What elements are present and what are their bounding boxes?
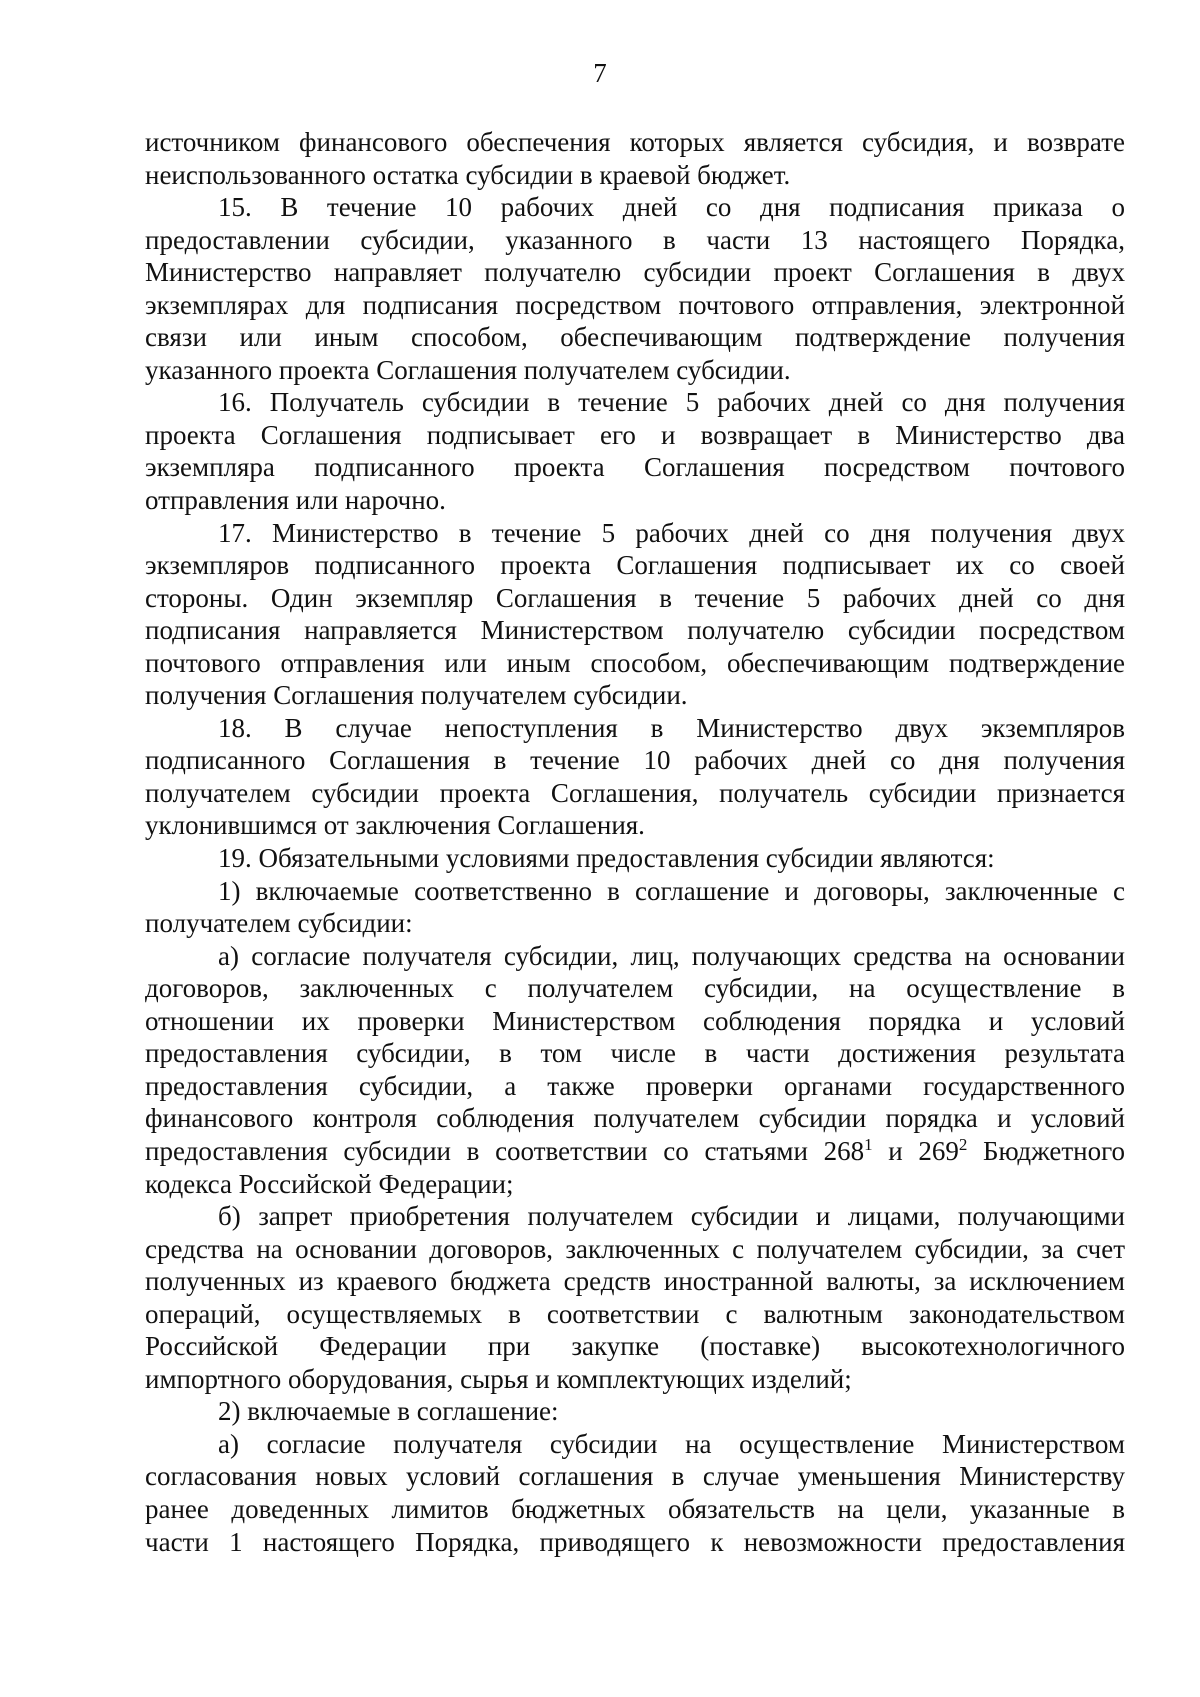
text-line: экземпляра подписанного проекта Соглашения посредством почтового <box>145 452 1125 483</box>
text-line: указанного проекта Соглашения получателем субсидии. <box>145 354 791 385</box>
text-line: 1) включаемые соответственно в соглашение и договоры, заключенные с <box>218 875 1125 906</box>
superscript: 2 <box>958 1134 968 1154</box>
text-line: получателем субсидии проекта Соглашения, получатель субсидии признается <box>145 777 1125 808</box>
text-line: источником финансового обеспечения которых является субсидия, и возврате <box>145 127 1125 157</box>
text-line: получателем субсидии: <box>145 908 413 939</box>
text-line: 2) включаемые в соглашение: <box>218 1396 559 1427</box>
text-line: отношении их проверки Министерством соблюдения порядка и условий <box>145 1005 1125 1036</box>
text-line: Российской Федерации при закупке (поставке) высокотехнологичного <box>145 1331 1125 1362</box>
text-line: Министерство направляет получателю субсидии проект Соглашения в двух <box>145 257 1125 288</box>
text-line: кодекса Российской Федерации; <box>145 1168 514 1199</box>
text-line: импортного оборудования, сырья и комплектующих изделий; <box>145 1363 852 1394</box>
text-line: экземплярах для подписания посредством почтового отправления, электронной <box>145 289 1125 320</box>
text-line: договоров, заключенных с получателем субсидии, на осуществление в <box>145 973 1125 1004</box>
text-line: средства на основании договоров, заключенных с получателем субсидии, за счет <box>145 1233 1125 1264</box>
text-line: 17. Министерство в течение 5 рабочих дней со дня получения двух <box>218 517 1125 548</box>
text-line: экземпляров подписанного проекта Соглашения подписывает их со своей <box>145 550 1125 581</box>
text-line: неиспользованного остатка субсидии в краевой бюджет. <box>145 159 791 190</box>
text-segment: предоставления субсидии в соответствии со статьями 268 <box>145 1135 865 1166</box>
text-line: связи или иным способом, обеспечивающим подтверждение получения <box>145 322 1125 353</box>
text-line: предоставления субсидии, в том числе в части достижения результата <box>145 1038 1125 1069</box>
text-line: полученных из краевого бюджета средств иностранной валюты, за исключением <box>145 1266 1125 1297</box>
text-line: уклонившимся от заключения Соглашения. <box>145 810 645 841</box>
text-line: 15. В течение 10 рабочих дней со дня подписания приказа о <box>218 192 1125 223</box>
page-number: 7 <box>593 58 607 88</box>
document-body <box>145 126 1125 1558</box>
text-line: почтового отправления или иным способом, обеспечивающим подтверждение <box>145 647 1125 678</box>
text-line: подписания направляется Министерством получателю субсидии посредством <box>145 615 1125 646</box>
text-line: ранее доведенных лимитов бюджетных обязательств на цели, указанные в <box>145 1493 1125 1524</box>
text-line: получения Соглашения получателем субсидии. <box>145 680 688 711</box>
text-line: 16. Получатель субсидии в течение 5 рабочих дней со дня получения <box>218 387 1125 418</box>
text-segment: и 269 <box>872 1135 959 1166</box>
text-line: предоставления субсидии, а также проверки органами государственного <box>145 1070 1125 1101</box>
text-line: 18. В случае непоступления в Министерство двух экземпляров <box>218 712 1125 743</box>
text-line: а) согласие получателя субсидии, лиц, получающих средства на основании <box>218 940 1125 971</box>
text-line: предоставлении субсидии, указанного в части 13 настоящего Порядка, <box>145 224 1125 255</box>
text-line: части 1 настоящего Порядка, приводящего к невозможности предоставления <box>145 1526 1125 1557</box>
superscript: 1 <box>864 1134 873 1154</box>
text-line: отправления или нарочно. <box>145 485 446 516</box>
text-line <box>145 1135 1125 1168</box>
text-line: проекта Соглашения подписывает его и возвращает в Министерство два <box>145 419 1125 450</box>
text-line: подписанного Соглашения в течение 10 рабочих дней со дня получения <box>145 745 1125 776</box>
text-line: 19. Обязательными условиями предоставления субсидии являются: <box>218 843 995 874</box>
text-segment: Бюджетного <box>967 1135 1125 1166</box>
text-line: финансового контроля соблюдения получателем субсидии порядка и условий <box>145 1103 1125 1134</box>
text-line: согласования новых условий соглашения в случае уменьшения Министерству <box>145 1461 1125 1492</box>
text-line: б) запрет приобретения получателем субсидии и лицами, получающими <box>218 1201 1125 1232</box>
text-line: а) согласие получателя субсидии на осуществление Министерством <box>218 1428 1125 1459</box>
text-line: стороны. Один экземпляр Соглашения в течение 5 рабочих дней со дня <box>145 582 1125 613</box>
text-line: операций, осуществляемых в соответствии с валютным законодательством <box>145 1298 1125 1329</box>
